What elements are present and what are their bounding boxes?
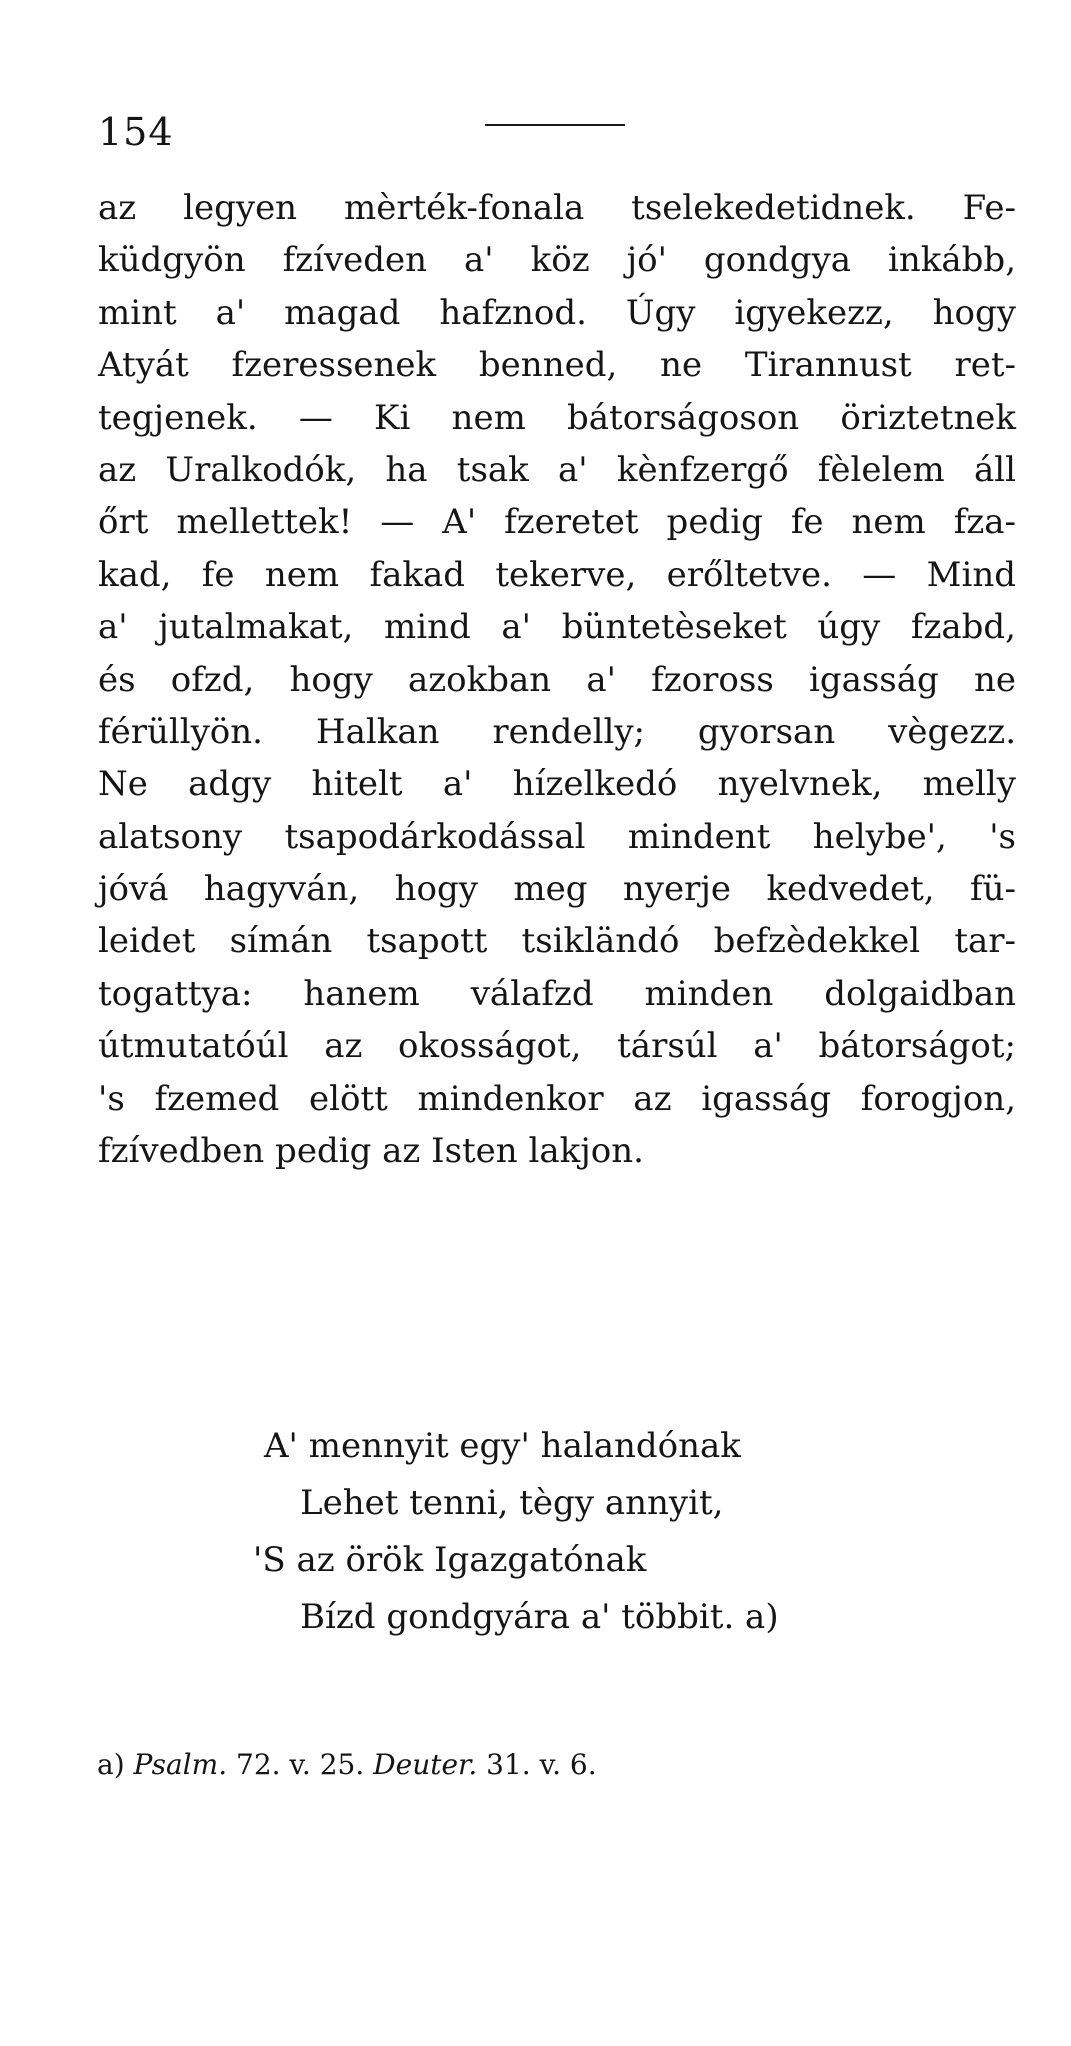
text-line: togattya: hanem válafzd minden dolgaidban	[98, 973, 1016, 1014]
text-line: Atyát fzeressenek benned, ne Tirannust ret-	[98, 345, 1016, 386]
footnote-marker: a)	[97, 1748, 125, 1781]
text-line: Ne adgy hitelt a' hízelkedó nyelvnek, melly	[98, 764, 1016, 805]
text-line: küdgyön fzíveden a' köz jó' gondgya inkább,	[98, 240, 1016, 281]
footnote-verse: 31. v. 6.	[486, 1748, 597, 1781]
verse-line: Bízd gondgyára a' többit. a)	[300, 1597, 779, 1637]
header-rule	[485, 124, 625, 126]
text-line: a' jutalmakat, mind a' büntetèseket úgy fzabd,	[98, 607, 1016, 648]
page-number: 154	[98, 110, 174, 154]
footnote-verse: 72. v. 25.	[236, 1748, 365, 1781]
text-line: jóvá hagyván, hogy meg nyerje kedvedet, fü-	[98, 869, 1016, 910]
text-line: kad, fe nem fakad tekerve, erőltetve. — Mind	[98, 554, 1016, 595]
footnote	[97, 1748, 597, 1781]
body-paragraph	[98, 182, 1016, 1177]
text-line: az legyen mèrték-fonala tselekedetidnek. Fe-	[98, 188, 1016, 228]
text-line: és ofzd, hogy azokban a' fzoross igasság ne	[98, 659, 1016, 700]
text-line: útmutatóúl az okosságot, társúl a' bátorságot;	[98, 1026, 1016, 1067]
verse-line: 'S az örök Igazgatónak	[253, 1540, 647, 1580]
text-line: 's fzemed elött mindenkor az igasság forogjon,	[98, 1078, 1016, 1119]
footnote-book: Psalm.	[133, 1748, 228, 1781]
text-line: mint a' magad hafznod. Úgy igyekezz, hogy	[98, 292, 1016, 333]
text-line: fzívedben pedig az Isten lakjon.	[98, 1131, 644, 1172]
text-line: alatsony tsapodárkodással mindent helybe', 's	[98, 816, 1016, 857]
footnote-book: Deuter.	[373, 1748, 478, 1781]
text-line: az Uralkodók, ha tsak a' kènfzergő fèlelem áll	[98, 449, 1016, 490]
verse-line: Lehet tenni, tègy annyit,	[300, 1483, 724, 1523]
text-line: férüllyön. Halkan rendelly; gyorsan vègezz.	[98, 711, 1016, 752]
verse-line: A' mennyit egy' halandónak	[264, 1426, 741, 1466]
text-line: tegjenek. — Ki nem bátorságoson öriztetnek	[98, 397, 1016, 438]
text-line: leidet símán tsapott tsikländó befzèdekkel tar-	[98, 921, 1016, 962]
text-line: őrt mellettek! — A' fzeretet pedig fe nem fza-	[98, 502, 1016, 543]
